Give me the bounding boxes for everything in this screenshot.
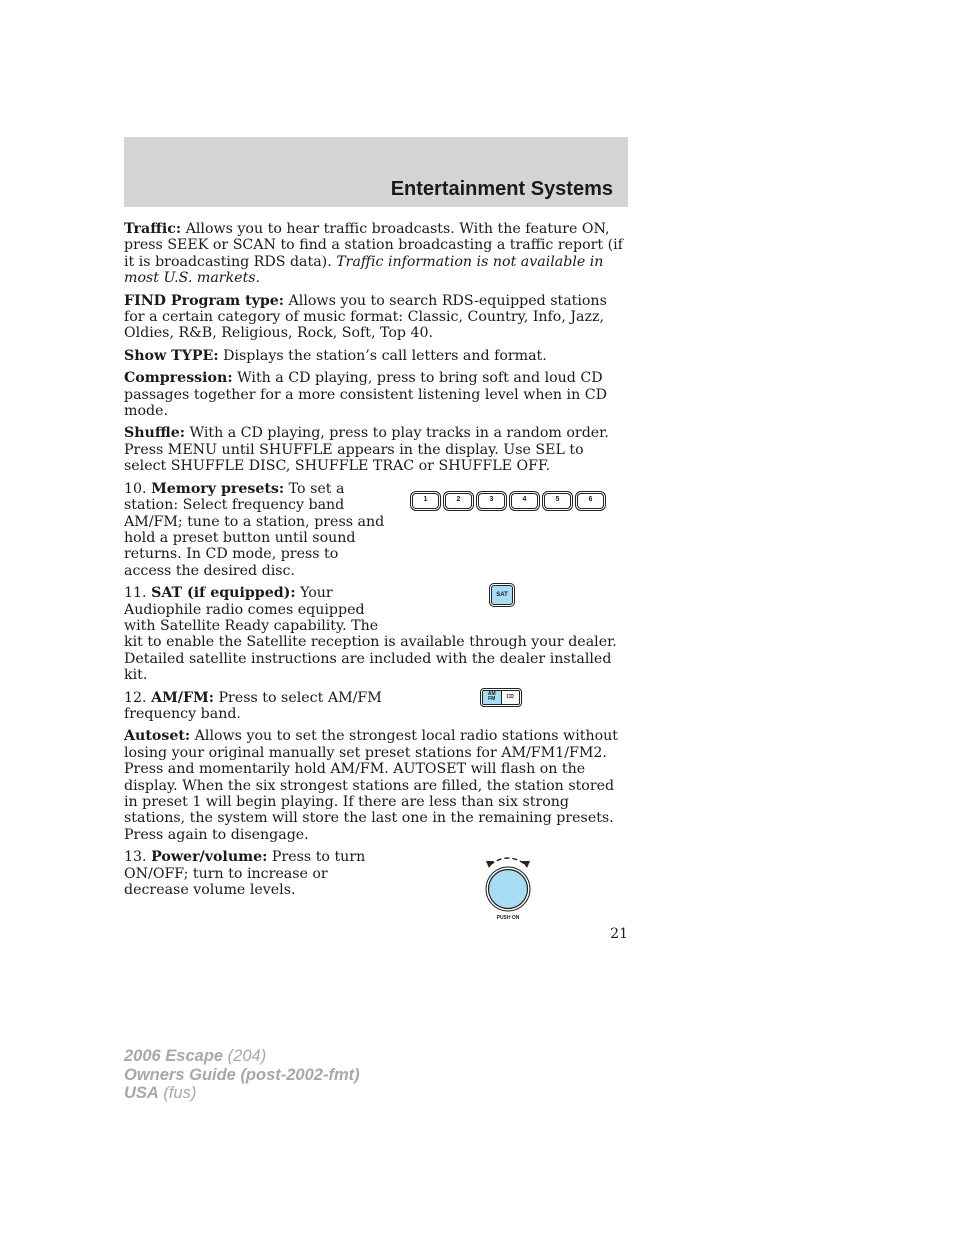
preset-button-1[interactable]: 1 <box>412 493 439 509</box>
autoset-paragraph <box>124 728 628 843</box>
traffic-text: Allows you to hear traffic broadcasts. With the feature ON, press SEEK or SCAN to find a station broadcasting a traffic report (if it is broadcasting RDS data). <box>124 221 623 270</box>
memory-presets-number: 10. <box>124 480 152 497</box>
preset-buttons <box>412 493 604 509</box>
autoset-label: Autoset: <box>124 728 191 745</box>
power-volume-text: Press to turn ON/OFF; turn to increase or decrease volume levels. <box>124 849 366 899</box>
traffic-label: Traffic: <box>124 221 182 237</box>
preset-button-4[interactable]: 4 <box>511 493 538 509</box>
footer-line-1 <box>124 1047 360 1066</box>
sat-text: Your Audiophile radio comes equipped with Satellite Ready capability. The kit to enable the Satellite reception is available through your dealer. Detailed satellite instructions are included with the dealer installed kit. <box>124 585 617 684</box>
find-program-label: FIND Program type: <box>124 292 285 309</box>
cd-button-half[interactable]: CD <box>506 693 514 700</box>
power-knob-figure <box>388 849 628 931</box>
show-type-label: Show TYPE: <box>124 347 219 364</box>
section-title: Entertainment Systems <box>390 178 613 200</box>
amfm-label: AM/FM: <box>151 689 214 706</box>
sat-button-figure <box>388 585 628 625</box>
compression-text: With a CD playing, press to bring soft and loud CD passages together for a more consistent listening level when in CD mode. <box>124 370 607 420</box>
find-program-text: Allows you to search RDS-equipped stations for a certain category of music format: Classic, Country, Info, Jazz, Oldies, R&B, Religious, Rock, Soft, Top 40. <box>124 292 607 342</box>
sat-number: 11. <box>124 585 152 602</box>
memory-presets-section <box>124 481 628 579</box>
amfm-button-half[interactable] <box>483 691 502 704</box>
show-type-paragraph <box>124 348 628 364</box>
memory-presets-text: To set a station: Select frequency band AM/FM; tune to a station, press and hold a preset button until sound returns. In CD mode, press to access the desired disc. <box>124 480 385 579</box>
rotate-arc-icon <box>490 858 526 865</box>
amfm-text: Press to select AM/FM frequency band. <box>124 689 382 722</box>
shuffle-label: Shuffle: <box>124 425 185 442</box>
power-volume-section <box>124 849 628 922</box>
sat-section <box>124 585 628 683</box>
sat-label: SAT (if equipped): <box>151 585 296 602</box>
arrow-right-icon <box>522 861 530 868</box>
amfm-section <box>124 690 628 723</box>
preset-buttons-figure <box>388 481 628 551</box>
amfm-cd-button[interactable] <box>482 690 520 705</box>
show-type-text: Displays the station’s call letters and format. <box>218 347 547 364</box>
push-on-label: PUSH ON <box>496 915 520 922</box>
footer-model-code: (204) <box>223 1047 267 1065</box>
footer-line-3 <box>124 1084 360 1103</box>
shuffle-paragraph <box>124 425 628 474</box>
power-volume-label: Power/volume: <box>151 849 268 866</box>
preset-button-6[interactable]: 6 <box>577 493 604 509</box>
footer-guide-name: Owners Guide (post-2002-fmt) <box>124 1065 360 1084</box>
amfm-button-figure <box>388 690 628 720</box>
traffic-paragraph <box>124 221 628 287</box>
memory-presets-label: Memory presets: <box>151 480 285 497</box>
am-text: AM <box>487 691 496 698</box>
compression-paragraph <box>124 370 628 419</box>
find-program-paragraph <box>124 293 628 342</box>
footer-model: 2006 Escape <box>124 1047 224 1065</box>
page-content <box>124 221 628 931</box>
section-header-band <box>124 137 628 207</box>
preset-button-5[interactable]: 5 <box>544 493 571 509</box>
footer-line-2 <box>124 1066 360 1085</box>
sat-button[interactable]: SAT <box>491 585 513 605</box>
amfm-number: 12. <box>124 689 152 706</box>
shuffle-text: With a CD playing, press to play tracks in a random order. Press MENU until SHUFFLE appears in the display. Use SEL to select SHUFFLE DISC, SHUFFLE TRAC or SHUFFLE OFF. <box>124 425 609 475</box>
preset-button-2[interactable]: 2 <box>445 493 472 509</box>
preset-button-3[interactable]: 3 <box>478 493 505 509</box>
footer-market: USA <box>124 1084 159 1102</box>
power-number: 13. <box>124 849 152 866</box>
compression-label: Compression: <box>124 370 233 387</box>
arrow-left-icon <box>486 861 494 868</box>
knob-face[interactable] <box>489 870 528 909</box>
traffic-note: Traffic information is not available in most U.S. markets. <box>124 253 604 287</box>
power-volume-knob-icon[interactable] <box>476 851 540 921</box>
footer-market-code: (fus) <box>158 1084 197 1102</box>
autoset-text: Allows you to set the strongest local radio stations without losing your original manually set preset stations for AM/FM1/FM2. Press and momentarily hold AM/FM. AUTOSET will flash on the display. When the six strongest stations are filled, the station stored in preset 1 will begin playing. If there are less than six strong stations, the system will store the last one in the remaining presets. Press again to disengage. <box>124 728 618 843</box>
page-number: 21 <box>610 926 628 942</box>
fm-text: FM <box>488 696 496 703</box>
document-footer <box>124 1047 360 1103</box>
